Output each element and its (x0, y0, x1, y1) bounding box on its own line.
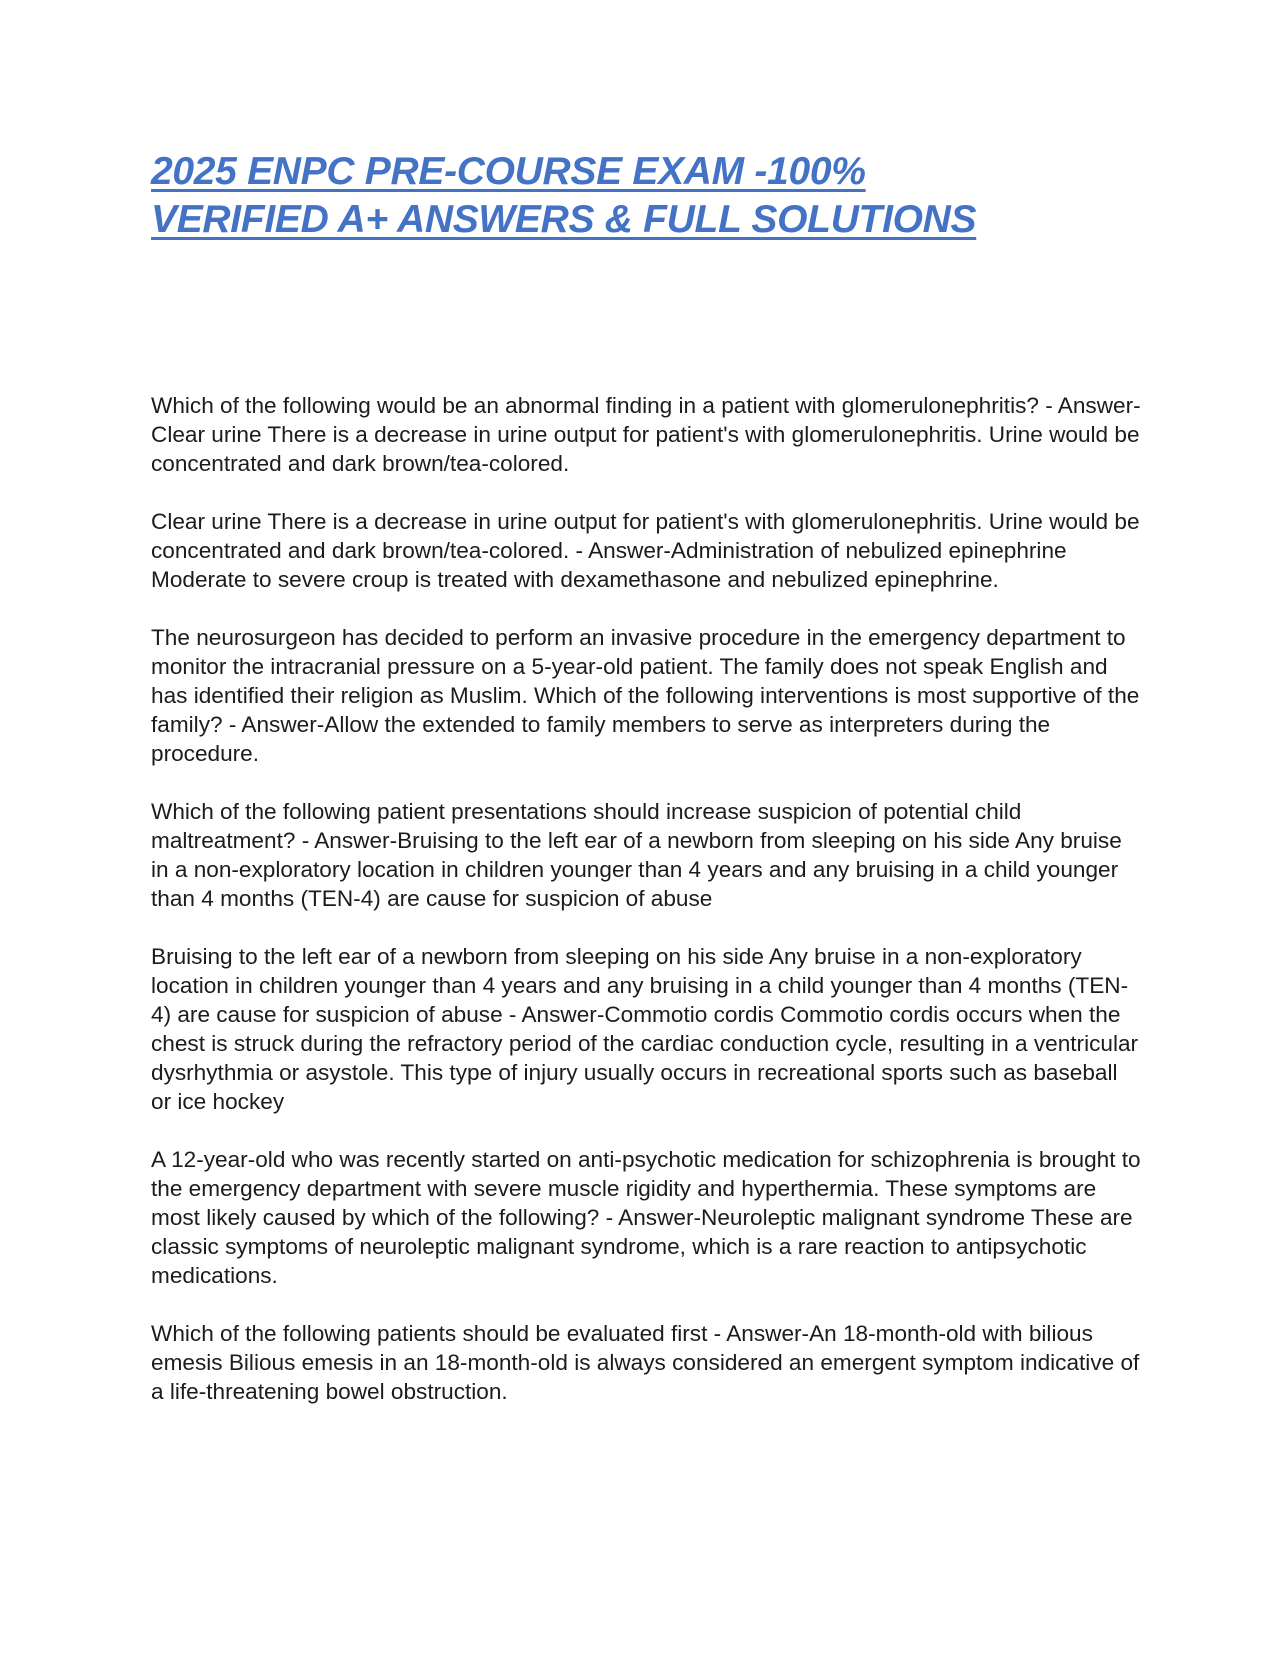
qa-paragraph-5: Bruising to the left ear of a newborn from sleeping on his side Any bruise in a non-exploratory location in children younger than 4 years and any bruising in a child younger than 4 months (TEN-4) are cause for suspicion of abuse - Answer-Commotio cordis Commotio cordis occurs when the chest is struck during the refractory period of the cardiac conduction cycle, resulting in a ventricular dysrhythmia or asystole. This type of injury usually occurs in recreational sports such as baseball or ice hockey (151, 944, 1139, 1114)
qa-paragraph-6: A 12-year-old who was recently started on anti-psychotic medication for schizophrenia is brought to the emergency department with severe muscle rigidity and hyperthermia. These symptoms are most likely caused by which of the following? - Answer-Neuroleptic malignant syndrome These are classic symptoms of neuroleptic malignant syndrome, which is a rare reaction to antipsychotic medications. (151, 1147, 1141, 1288)
document-title (151, 148, 1141, 244)
qa-paragraph-1: Which of the following would be an abnormal finding in a patient with glomerulonephritis? - Answer-Clear urine There is a decrease in urine output for patient's with glomerulonephritis. Urine would be concentrated and dark brown/tea-colored. (151, 393, 1141, 476)
title-line-2: VERIFIED A+ ANSWERS & FULL SOLUTIONS (151, 198, 977, 241)
qa-paragraph-7: Which of the following patients should be evaluated first - Answer-An 18-month-old with bilious emesis Bilious emesis in an 18-month-old is always considered an emergent symptom indicative of a life-threatening bowel obstruction. (151, 1321, 1140, 1404)
qa-paragraph-4: Which of the following patient presentations should increase suspicion of potential child maltreatment? - Answer-Bruising to the left ear of a newborn from sleeping on his side Any bruise in a non-exploratory location in children younger than 4 years and any bruising in a child younger than 4 months (TEN-4) are cause for suspicion of abuse (151, 799, 1122, 911)
document-page (151, 148, 1141, 1404)
title-line-1: 2025 ENPC PRE-COURSE EXAM -100% (151, 150, 866, 193)
question-answer-list (151, 391, 1141, 1435)
qa-paragraph-2: Clear urine There is a decrease in urine output for patient's with glomerulonephritis. Urine would be concentrated and dark brown/tea-colored. - Answer-Administration of nebulized epinephrine Moderate to severe croup is treated with dexamethasone and nebulized epinephrine. (151, 509, 1140, 592)
qa-paragraph-3: The neurosurgeon has decided to perform an invasive procedure in the emergency department to monitor the intracranial pressure on a 5-year-old patient. The family does not speak English and has identified their religion as Muslim. Which of the following interventions is most supportive of the family? - Answer-Allow the extended to family members to serve as interpreters during the procedure. (151, 625, 1140, 766)
